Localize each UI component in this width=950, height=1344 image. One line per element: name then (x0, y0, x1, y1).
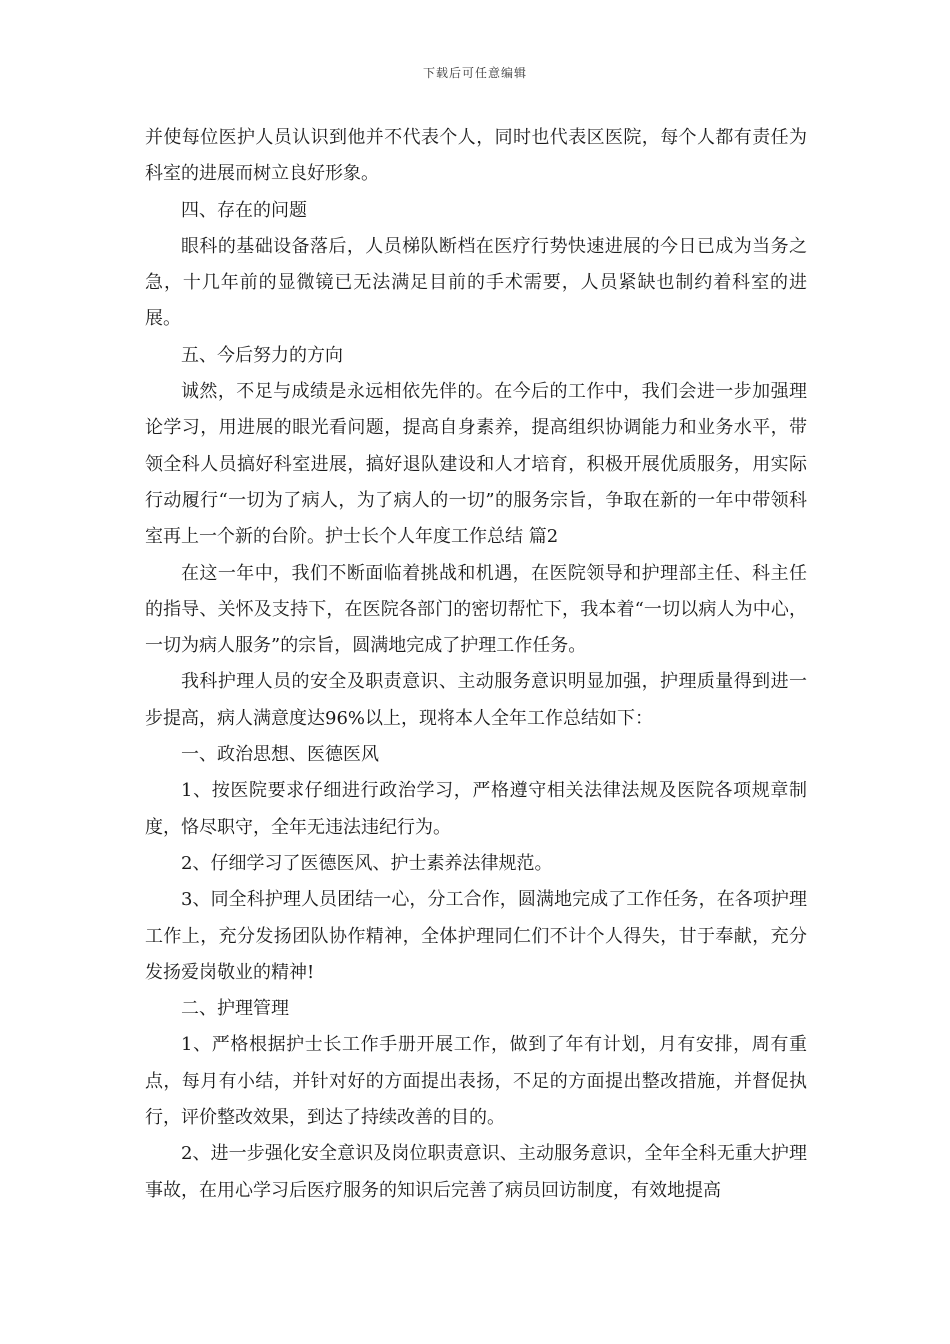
section-heading: 一、政治思想、医德医风 (181, 744, 379, 766)
list-item: 2、仔细学习了医德医风、护士素养法律规范。 (181, 852, 553, 874)
list-item: 2、进一步强化安全意识及岗位职责意识、主动服务意识，全年全科无重大护理事故，在用心学习后医疗服务的知识后完善了病员回访制度，有效地提高 (145, 1143, 807, 1201)
section-heading: 二、护理管理 (181, 998, 289, 1020)
section-heading: 五、今后努力的方向 (181, 344, 343, 366)
list-item: 3、同全科护理人员团结一心，分工合作，圆满地完成了工作任务，在各项护理工作上，充分发扬团队协作精神，全体护理同仁们不计个人得失，甘于奉献，充分发扬爱岗敬业的精神! (145, 889, 807, 983)
paragraph: 并使每位医护人员认识到他并不代表个人，同时也代表区医院，每个人都有责任为科室的进展而树立良好形象。 (145, 127, 807, 185)
paragraph: 诚然，不足与成绩是永远相依先伴的。在今后的工作中，我们会进一步加强理论学习，用进展的眼光看问题，提高自身素养，提高组织协调能力和业务水平，带领全科人员搞好科室进展，搞好退队建设和人才培育，积极开展优质服务，用实际行动履行“一切为了病人，为了病人的一切”的服务宗旨，争取在新的一年中带领科室再上一个新的台阶。护士长个人年度工作总结 篇2 (145, 381, 807, 548)
list-item: 1、按医院要求仔细进行政治学习，严格遵守相关法律法规及医院各项规章制度，恪尽职守，全年无违法违纪行为。 (145, 780, 807, 838)
paragraph: 我科护理人员的安全及职责意识、主动服务意识明显加强，护理质量得到进一步提高，病人满意度达96%以上，现将本人全年工作总结如下： (145, 671, 807, 729)
document-body (145, 120, 807, 1209)
paragraph: 眼科的基础设备落后，人员梯队断档在医疗行势快速进展的今日已成为当务之急，十几年前的显微镜已无法满足目前的手术需要，人员紧缺也制约着科室的进展。 (145, 235, 807, 330)
list-item: 1、严格根据护士长工作手册开展工作，做到了年有计划，月有安排，周有重点，每月有小结，并针对好的方面提出表扬，不足的方面提出整改措施，并督促执行，评价整改效果，到达了持续改善的目的。 (145, 1034, 807, 1129)
page-header: 下载后可任意编辑 (422, 66, 527, 80)
paragraph: 在这一年中，我们不断面临着挑战和机遇，在医院领导和护理部主任、科主任的指导、关怀及支持下，在医院各部门的密切帮忙下，我本着“一切以病人为中心，一切为病人服务”的宗旨，圆满地完成了护理工作任务。 (145, 562, 807, 657)
section-heading: 四、存在的问题 (181, 199, 307, 221)
